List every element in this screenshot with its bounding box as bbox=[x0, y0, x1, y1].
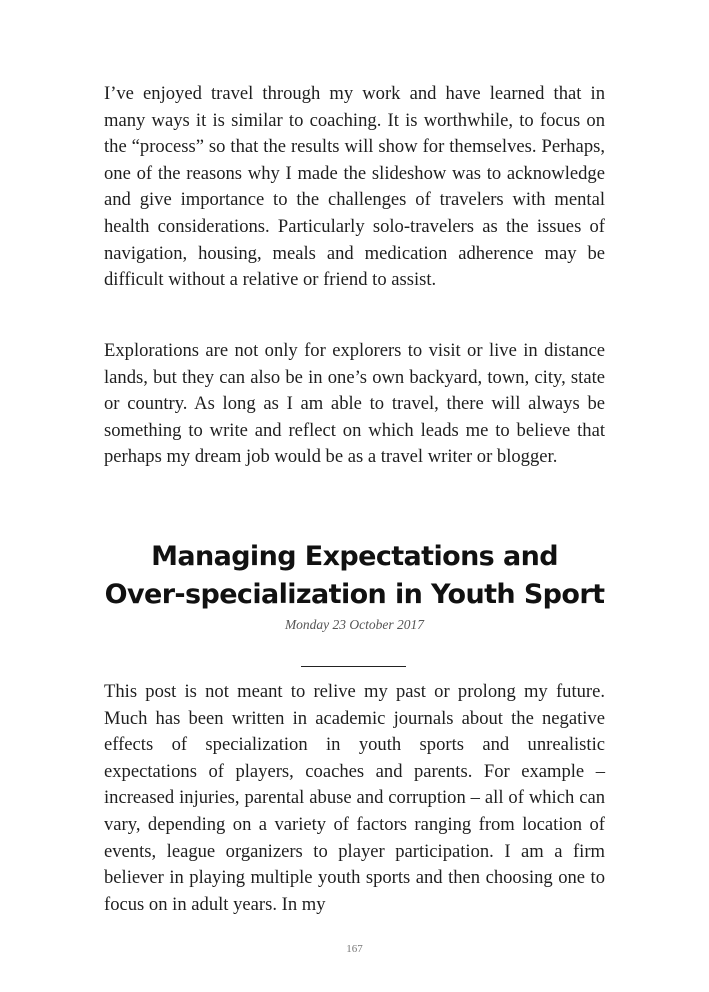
article-title bbox=[60, 538, 649, 614]
section-divider bbox=[301, 666, 406, 667]
article-date: Monday 23 October 2017 bbox=[284, 617, 425, 632]
article-title-line-1: Managing Expectations and bbox=[151, 541, 558, 572]
paragraph-travel-coaching: I’ve enjoyed travel through my work and have learned that in many ways it is similar to coaching. It is worthwhile, to focus on the “process” so that the results will show for themselves. Perhaps, one of the reasons why I made the slideshow was to acknowledge and give importance to the challenges of travelers with mental health considerations. Particularly solo-travelers as the issues of navigation, housing, meals and medication adherence may be difficult without a relative or friend to assist. bbox=[104, 83, 605, 291]
article-body-paragraph: This post is not meant to relive my past or prolong my future. Much has been written in academic journals about the negative effects of specialization in youth sports and unrealistic expectations of players, coaches and parents. For example – increased injuries, parental abuse and corruption – all of which can vary, depending on a variety of factors ranging from location of events, league organizers to player participation. I am a firm believer in playing multiple youth sports and then choosing one to focus on in adult years. In my bbox=[104, 681, 605, 915]
paragraph-explorations: Explorations are not only for explorers to visit or live in distance lands, but they can also be in one’s own backyard, town, city, state or country. As long as I am able to travel, there will always be something to write and reflect on which leads me to believe that perhaps my dream job would be as a travel writer or blogger. bbox=[104, 340, 605, 468]
page-number: 167 bbox=[346, 943, 363, 955]
article-title-line-2: Over-specialization in Youth Sport bbox=[104, 579, 605, 610]
